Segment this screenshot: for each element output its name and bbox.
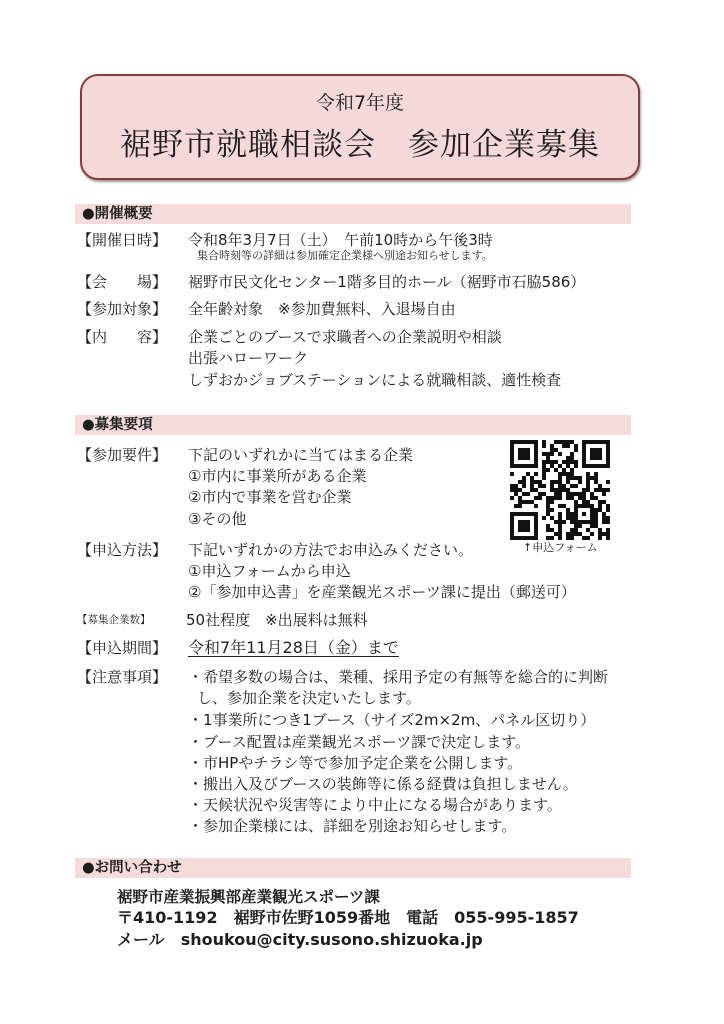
- value-target: 全年齢対象 ※参加費無料、入退場自由: [188, 300, 456, 318]
- method-line: ②「参加申込書」を産業観光スポーツ課に提出（郵送可）: [188, 583, 576, 601]
- content-line: しずおかジョブステーションによる就職相談、適性検査: [188, 371, 562, 389]
- qr-modules: [510, 440, 610, 540]
- section-bar-contact: [75, 858, 631, 878]
- label-content: 【内 容】: [77, 328, 168, 346]
- section-heading-recruitment: ●募集要項: [82, 417, 153, 433]
- value-period: 令和7年11月28日（金）まで: [188, 638, 399, 657]
- label-date: 【開催日時】: [77, 231, 168, 249]
- section-heading-overview: ●開催概要: [82, 206, 153, 222]
- section-heading-contact: ●お問い合わせ: [82, 860, 182, 876]
- notes-line: し、参加企業を決定いたします。: [197, 689, 421, 707]
- label-venue: 【会 場】: [77, 273, 168, 291]
- label-company-count: 【募集企業数】: [77, 614, 151, 626]
- page-title: 裾野市就職相談会 参加企業募集: [120, 127, 600, 163]
- value-date: 令和8年3月7日（土） 午前10時から午後3時: [188, 231, 493, 249]
- content-line: 出張ハローワーク: [188, 349, 309, 367]
- qr-code: [510, 440, 610, 540]
- requirements-line: ③その他: [188, 510, 247, 528]
- notes-line: ・天候状況や災害等により中止になる場合があります。: [188, 796, 562, 814]
- notes-line: ・1事業所につき1ブース（サイズ2m×2m、パネル区切り）: [188, 711, 596, 729]
- label-period: 【申込期間】: [77, 639, 168, 657]
- title-box: [80, 74, 640, 180]
- content-line: 企業ごとのブースで求職者への企業説明や相談: [188, 328, 502, 346]
- contact-address-line: [117, 907, 579, 928]
- requirements-line: 下記のいずれかに当てはまる企業: [188, 446, 414, 464]
- contact-address: 〒410-1192 裾野市佐野1059番地: [117, 908, 391, 927]
- section-bar-overview: [75, 204, 631, 224]
- notes-line: ・ブース配置は産業観光スポーツ課で決定します。: [188, 733, 531, 751]
- requirements-line: ②市内で事業を営む企業: [188, 488, 352, 506]
- contact-email-label: メール: [117, 930, 165, 949]
- label-method: 【申込方法】: [77, 541, 168, 559]
- contact-email: shoukou@city.susono.shizuoka.jp: [180, 930, 483, 949]
- method-line: ①申込フォームから申込: [188, 562, 351, 580]
- label-requirements: 【参加要件】: [77, 446, 168, 464]
- requirements-line: ①市内に事業所がある企業: [188, 467, 367, 485]
- label-notes: 【注意事項】: [77, 668, 168, 686]
- value-venue: 裾野市民文化センター1階多目的ホール（裾野市石脇586）: [188, 273, 586, 291]
- contact-phone-label: 電話: [406, 908, 439, 927]
- section-bar-recruitment: [75, 415, 631, 435]
- note-date: 集合時刻等の詳細は参加確定企業様へ別途お知らせします。: [197, 249, 493, 262]
- notes-line: ・市HPやチラシ等で参加予定企業を公開します。: [188, 754, 523, 772]
- method-line: 下記いずれかの方法でお申込みください。: [188, 541, 474, 559]
- contact-phone: 055-995-1857: [454, 908, 579, 927]
- notes-line: ・希望多数の場合は、業種、採用予定の有無等を総合的に判断: [188, 668, 609, 686]
- label-target: 【参加対象】: [77, 300, 168, 318]
- notes-line: ・搬出入及びブースの装飾等に係る経費は負担しません。: [188, 775, 578, 793]
- qr-caption: ↑申込フォーム: [523, 541, 598, 554]
- title-year: 令和7年度: [315, 92, 405, 114]
- contact-email-line: [117, 929, 483, 950]
- contact-department: 裾野市産業振興部産業観光スポーツ課: [117, 888, 380, 906]
- notes-line: ・参加企業様には、詳細を別途お知らせします。: [188, 817, 517, 835]
- value-company-count: 50社程度 ※出展料は無料: [186, 611, 368, 629]
